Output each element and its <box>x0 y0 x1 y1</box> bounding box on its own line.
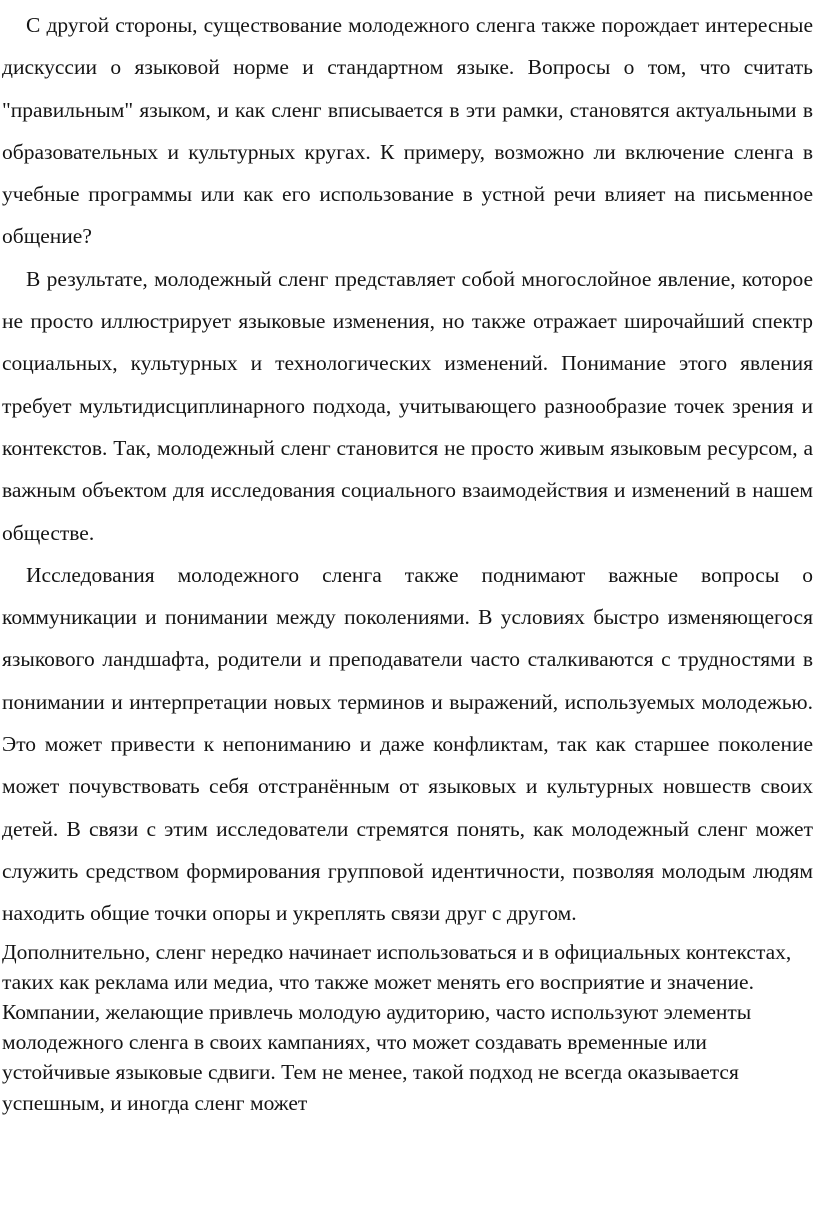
paragraph-norm-discussion: С другой стороны, существование молодежного сленга также порождает интересные дискуссии о языковой норме и стандартном языке. Вопросы о том, что считать "правильным" языком, и как сленг вписывается в эти рамки, становятся актуальными в образовательных и культурных кругах. К примеру, возможно ли включение сленга в учебные программы или как его использование в устной речи влияет на письменное общение? <box>2 13 813 249</box>
paragraph-generations: Исследования молодежного сленга также поднимают важные вопросы о коммуникации и понимании между поколениями. В условиях быстро изменяющегося языкового ландшафта, родители и преподаватели часто сталкиваются с трудностями в понимании и интерпретации новых терминов и выражений, используемых молодежью. Это может привести к непониманию и даже конфликтам, так как старшее поколение может почувствовать себя отстранённым от языковых и культурных новшеств своих детей. В связи с этим исследователи стремятся понять, как молодежный сленг может служить средством формирования групповой идентичности, позволяя молодым людям находить общие точки опоры и укреплять связи друг с другом. <box>2 562 813 926</box>
paragraph-conclusion: В результате, молодежный сленг представляет собой многослойное явление, которое не просто иллюстрирует языковые изменения, но также отражает широчайший спектр социальных, культурных и технологических изменений. Понимание этого явления требует мультидисциплинарного подхода, учитывающего разнообразие точек зрения и контекстов. Так, молодежный сленг становится не просто живым языковым ресурсом, а важным объектом для исследования социального взаимодействия и изменений в нашем обществе. <box>2 266 813 545</box>
paragraph-official-contexts: Дополнительно, сленг нередко начинает использоваться и в официальных контекстах, таких как реклама или медиа, что также может менять его восприятие и значение. Компании, желающие привлечь молодую аудиторию, часто используют элементы молодежного сленга в своих кампаниях, что может создавать временные или устойчивые языковые сдвиги. Тем не менее, такой подход не всегда оказывается успешным, и иногда сленг может <box>2 939 792 1115</box>
